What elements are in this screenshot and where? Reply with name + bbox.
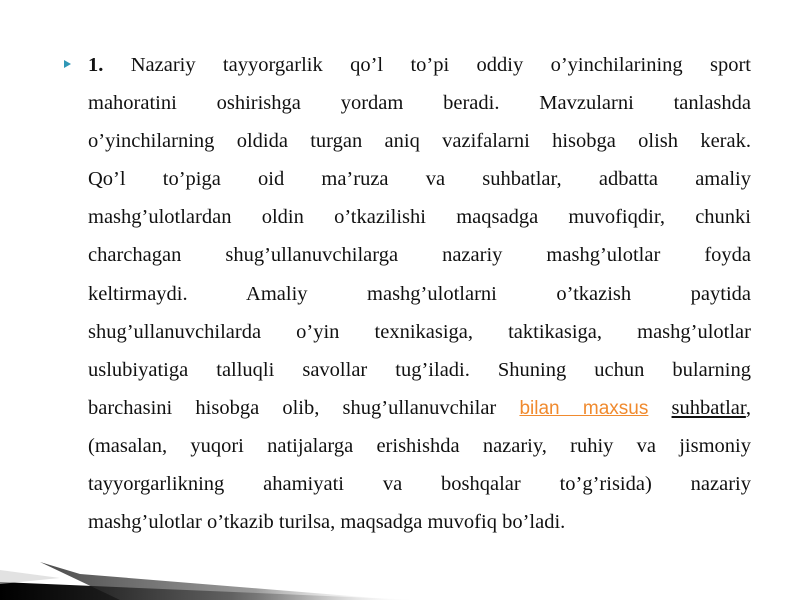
- text-line-4: Qo’l to’piga oid ma’ruza va suhbatlar, adbatta amaliy: [88, 168, 751, 191]
- hyperlink-bilan-maxsus[interactable]: bilan maxsus: [519, 397, 649, 419]
- corner-shape-light: [40, 562, 400, 600]
- paragraph: [88, 46, 751, 541]
- text-line-3: o’yinchilarning oldida turgan aniq vazifalarni hisobga olish kerak.: [88, 130, 751, 153]
- item-number: 1.: [88, 54, 104, 76]
- corner-shape-edge: [0, 570, 60, 584]
- text-line-1: [88, 46, 751, 84]
- line-10-suffix: ,: [745, 396, 751, 419]
- text-line-9: uslubiyatiga talluqli savollar tug’iladi. Shuning uchun bularning: [88, 358, 751, 381]
- text-line-7: keltirmaydi. Amaliy mashg’ulotlarni o’tkazish paytida: [88, 282, 751, 305]
- text-line-5: mashg’ulotlardan oldin o’tkazilishi maqsadga muvofiqdir, chunki: [88, 206, 751, 229]
- corner-shape-dark: [0, 582, 420, 600]
- line-1-text: Nazariy tayyorgarlik qo’l to’pi oddiy o’yinchilarining sport: [130, 54, 751, 76]
- text-line-10: [88, 389, 751, 427]
- text-line-12: tayyorgarlikning ahamiyati va boshqalar to’g’risida) nazariy: [88, 473, 751, 496]
- triangle-bullet-icon: [64, 60, 71, 68]
- text-line-13: mashg’ulotlar o’tkazib turilsa, maqsadga muvofiq bo’ladi.: [88, 511, 566, 534]
- text-line-11: (masalan, yuqori natijalarga erishishda nazariy, ruhiy va jismoniy: [88, 434, 751, 457]
- text-line-8: shug’ullanuvchilarda o’yin texnikasiga, taktikasiga, mashg’ulotlar: [88, 320, 751, 343]
- text-line-6: charchagan shug’ullanuvchilarga nazariy mashg’ulotlar foyda: [88, 244, 751, 267]
- text-line-2: mahoratini oshirishga yordam beradi. Mavzularni tanlashda: [88, 92, 751, 115]
- line-10-prefix: barchasini hisobga olib, shug’ullanuvchilar: [88, 396, 497, 419]
- hyperlink-suhbatlar[interactable]: suhbatlar: [671, 396, 746, 419]
